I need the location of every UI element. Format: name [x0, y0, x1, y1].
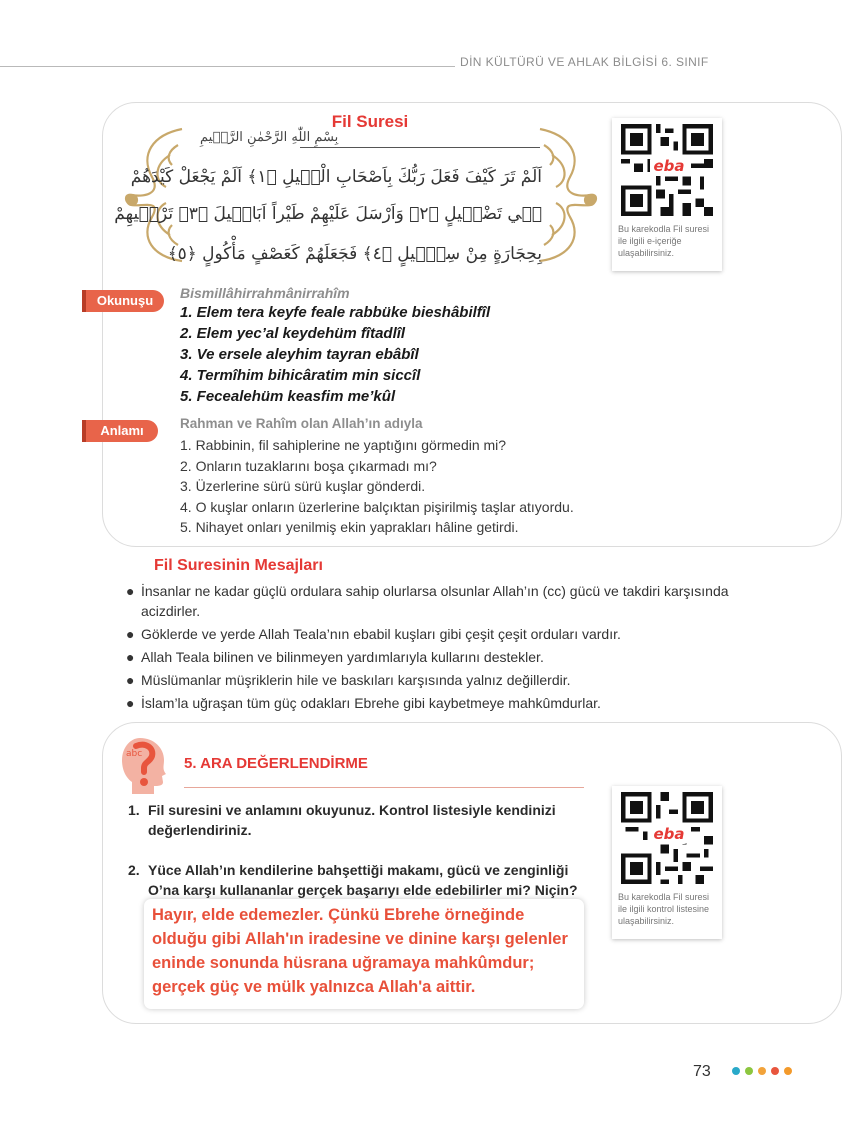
meaning-list	[180, 435, 574, 538]
surah-title: Fil Suresi	[331, 112, 409, 131]
message-item: ● İslam’la uğraşan tüm güç odakları Ebrehe gibi kaybetmeye mahkûmdurlar.	[126, 695, 601, 711]
qr-caption-bottom: Bu karekodla Fil suresi ile ilgili kontrol listesine ulaşabilirsiniz.	[618, 892, 710, 926]
message-item: ● Allah Teala bilinen ve bilinmeyen yardımlarıyla kullarını destekler.	[126, 649, 544, 665]
footer-dot	[745, 1067, 753, 1075]
bullet-icon: ●	[126, 583, 135, 599]
question-text: Yüce Allah’ın kendilerine bahşettiği makamı, gücü ve zenginliği O’na karşı kullananlar gerçek başarıyı elde edebilirler mi? Niçin?	[148, 862, 578, 898]
question-text: Fil suresini ve anlamını okuyunuz. Kontrol listesiyle kendinizi değerlendiriniz.	[148, 802, 556, 838]
question-icon-letters: abc	[126, 749, 143, 759]
bullet-icon: ●	[126, 649, 135, 665]
footer-dot	[758, 1067, 766, 1075]
question-head-icon	[118, 732, 174, 796]
bullet-icon: ●	[126, 626, 135, 642]
basmala-line	[300, 147, 540, 148]
reading-basmala: Bismillâhirrahmânirrahîm	[180, 285, 350, 301]
reading-list	[180, 302, 490, 407]
meaning-basmala: Rahman ve Rahîm olan Allah’ın adıyla	[180, 416, 423, 431]
eba-logo: eba	[650, 824, 688, 844]
qr-card-top[interactable]	[612, 118, 722, 271]
reading-verse: 5. Fecealehüm keasfim me’kûl	[180, 388, 396, 405]
meaning-verse: 3. Üzerlerine sürü sürü kuşlar gönderdi.	[180, 478, 426, 494]
answer-text: Hayır, elde edemezler. Çünkü Ebrehe örneğinde olduğu gibi Allah'ın iradesine ve dinine karşı gelenler eninde sonunda hüsrana uğramaya mahkûmdur; gerçek güç ve mülk yalnızca Allah'a aittir.	[152, 906, 568, 996]
footer-dot	[771, 1067, 779, 1075]
book-header: DİN KÜLTÜRÜ VE AHLAK BİLGİSİ 6. SINIF	[460, 55, 709, 69]
bullet-icon: ●	[126, 672, 135, 688]
question-number: 2.	[128, 862, 140, 878]
reading-verse: 4. Termîhim bihicâratim min siccîl	[180, 367, 421, 384]
arabic-verse-line-2: ف۪ي تَضْل۪يلٍ ﴿٢﴾ وَاَرْسَلَ عَلَيْهِمْ طَيْراً اَبَاب۪يلَ ﴿٣﴾ تَرْم۪يهِمْ	[114, 204, 542, 224]
messages-title: Fil Suresinin Mesajları	[154, 557, 323, 574]
right-ornament-icon	[536, 125, 600, 265]
reading-verse: 1. Elem tera keyfe feale rabbüke bieshâbilfîl	[180, 304, 491, 321]
qr-caption-top: Bu karekodla Fil suresi ile ilgili e-içeriğe ulaşabilirsiniz.	[618, 224, 710, 258]
answer-box[interactable]	[144, 899, 584, 1009]
footer-dot	[732, 1067, 740, 1075]
meaning-verse: 1. Rabbinin, fil sahiplerine ne yaptığını görmedin mi?	[180, 437, 507, 453]
reading-verse: 2. Elem yec’al keydehüm fîtadlîl	[180, 325, 406, 342]
tag-okunusu: Okunuşu	[86, 290, 164, 312]
arabic-verse-line-3: بِحِجَارَةٍ مِنْ سِجّ۪يلٍ ﴿٤﴾ فَجَعَلَهُمْ كَعَصْفٍ مَأْكُولٍ ﴿٥﴾	[167, 244, 542, 264]
page-number: 73	[693, 1063, 711, 1080]
meaning-verse: 5. Nihayet onları yenilmiş ekin yaprakları hâline getirdi.	[180, 519, 519, 535]
bullet-icon: ●	[126, 695, 135, 711]
question-1	[128, 800, 588, 840]
evaluation-rule	[184, 787, 584, 788]
tag-anlami: Anlamı	[86, 420, 158, 442]
meaning-verse: 2. Onların tuzaklarını boşa çıkarmadı mı?	[180, 457, 437, 474]
question-2	[128, 860, 588, 900]
page-dots	[732, 1067, 792, 1075]
messages-list	[126, 581, 736, 716]
evaluation-title: 5. ARA DEĞERLENDİRME	[184, 755, 368, 772]
qr-card-bottom[interactable]	[612, 786, 722, 939]
arabic-verse-line-1: اَلَمْ تَرَ كَيْفَ فَعَلَ رَبُّكَ بِاَصْحَابِ الْف۪يلِ ﴿١﴾ اَلَمْ يَجْعَلْ كَيْدَهُمْ	[130, 167, 542, 187]
question-number: 1.	[128, 802, 140, 818]
message-item: ● Müslümanlar müşriklerin hile ve baskıları karşısında yalnız değillerdir.	[126, 672, 571, 688]
message-item: ● İnsanlar ne kadar güçlü ordulara sahip olurlarsa olsunlar Allah’ın (cc) gücü ve takdiri karşısında acizdirler.	[126, 583, 729, 619]
message-item: ● Göklerde ve yerde Allah Teala’nın ebabil kuşları gibi çeşit çeşit orduları vardır.	[126, 626, 621, 642]
reading-verse: 3. Ve ersele aleyhim tayran ebâbîl	[180, 346, 419, 363]
meaning-verse: 4. O kuşlar onların üzerlerine balçıktan pişirilmiş taşlar atıyordu.	[180, 498, 574, 515]
header-rule	[0, 66, 455, 67]
footer-dot	[784, 1067, 792, 1075]
eba-logo: eba	[650, 156, 688, 176]
surah-basmala: بِسْمِ اللّٰهِ الرَّحْمٰنِ الرَّح۪يمِ	[200, 130, 339, 145]
